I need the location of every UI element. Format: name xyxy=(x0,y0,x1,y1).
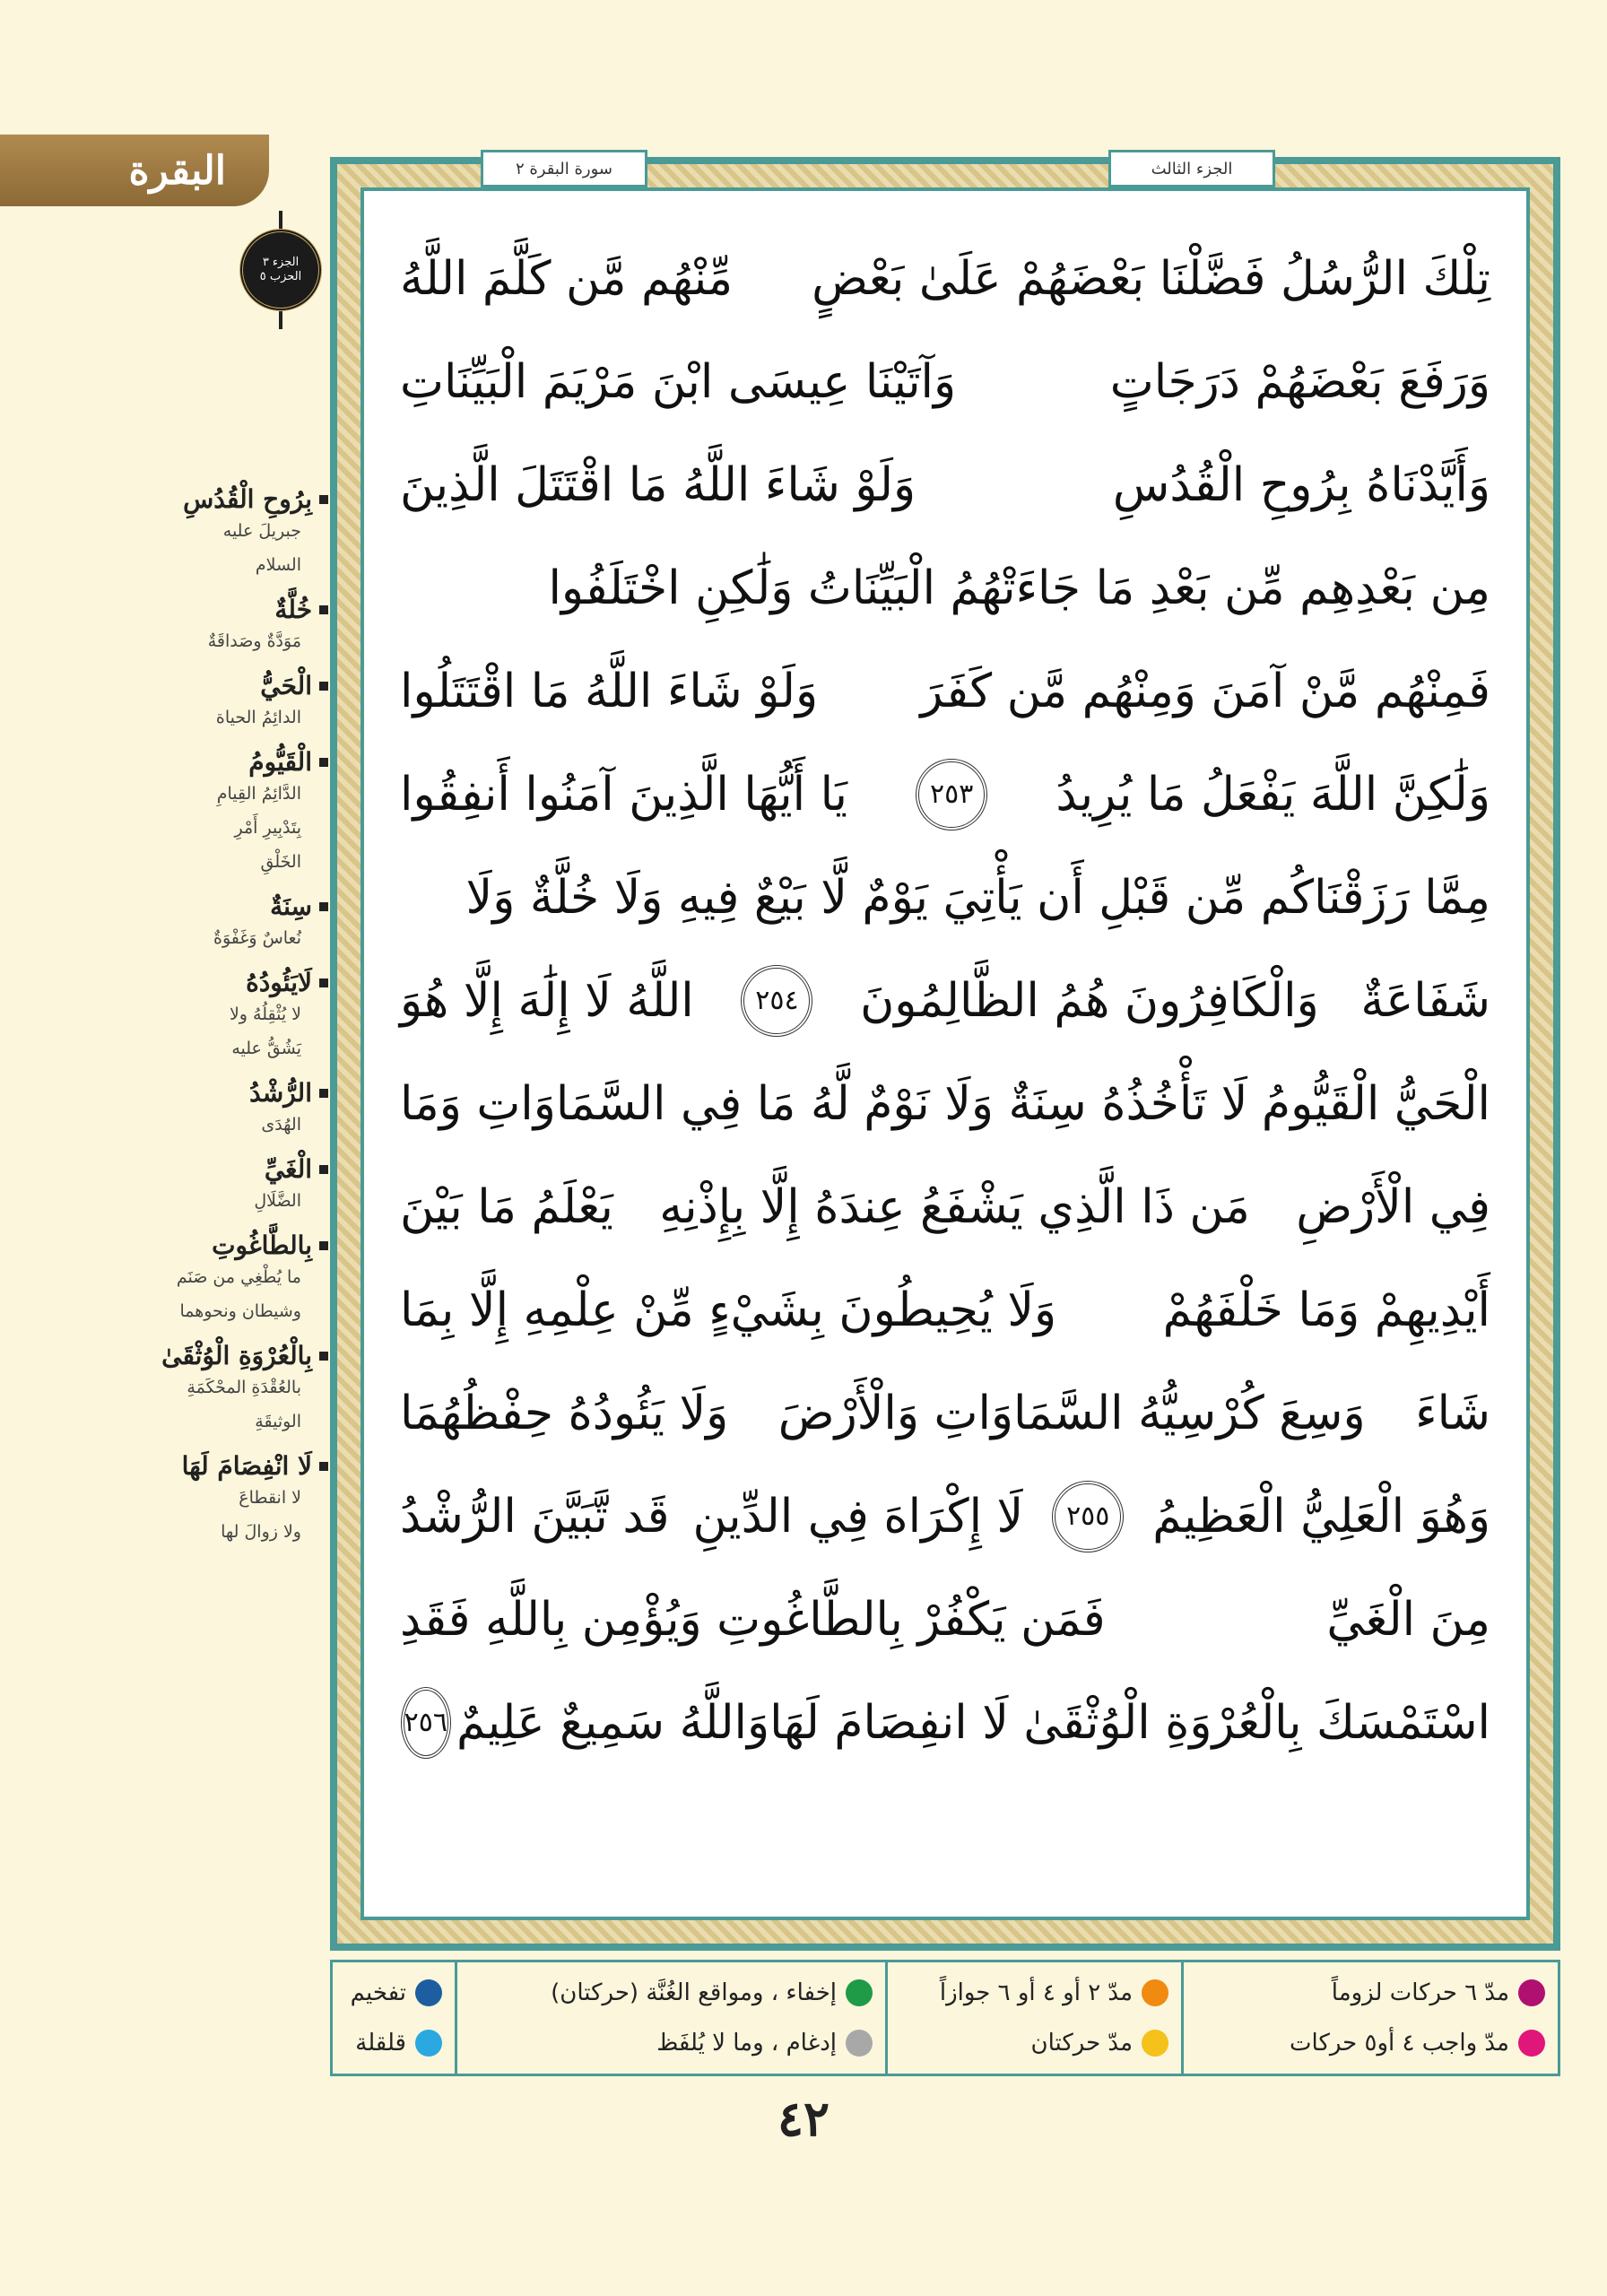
quran-line xyxy=(400,1052,1490,1155)
legend-label: مدّ حركتان xyxy=(1030,2030,1133,2057)
quran-text-segment: يَا أَيُّهَا الَّذِينَ آمَنُوا أَنفِقُوا xyxy=(400,767,847,822)
glossary-term-text: خُلَّةٌ xyxy=(274,595,312,624)
legend-label: تفخيم xyxy=(350,1979,406,2006)
quran-text-segment: اسْتَمْسَكَ بِالْعُرْوَةِ الْوُثْقَىٰ لَا انفِصَامَ لَهَا xyxy=(769,1695,1490,1750)
legend-entry xyxy=(345,1979,442,2006)
glossary-term xyxy=(126,891,328,921)
quran-text-segment: تِلْكَ الرُّسُلُ فَضَّلْنَا بَعْضَهُمْ عَلَىٰ بَعْضٍ xyxy=(812,251,1490,306)
glossary-definition: يَشُقُّ عليه xyxy=(231,1039,301,1058)
glossary-definition: الوثيقَةِ xyxy=(255,1412,301,1431)
glossary-term xyxy=(126,1341,328,1370)
glossary-term xyxy=(126,1154,328,1184)
glossary-definition: نُعاسٌ وَغَفْوَةٌ xyxy=(213,928,301,948)
glossary-term xyxy=(126,968,328,997)
glossary-term xyxy=(126,1451,328,1481)
quran-text-segment: وَلَا يُحِيطُونَ بِشَيْءٍ مِّنْ عِلْمِهِ إِلَّا بِمَا xyxy=(400,1283,1057,1337)
glossary-term xyxy=(126,1231,328,1260)
legend-col-madd-a xyxy=(1181,1962,1558,2074)
juz-hizb-circle xyxy=(239,229,322,311)
text-area xyxy=(360,187,1530,1920)
bullet-square-icon xyxy=(319,758,328,767)
quran-text-segment: مِمَّا رَزَقْنَاكُم مِّن قَبْلِ أَن يَأْتِيَ يَوْمٌ لَّا بَيْعٌ فِيهِ وَلَا خُلَّةٌ وَلَا xyxy=(465,870,1490,925)
juz-header: الجزء الثالث xyxy=(1108,150,1275,187)
quran-text-segment: وَهُوَ الْعَلِيُّ الْعَظِيمُ xyxy=(1152,1489,1490,1544)
glossary-term xyxy=(126,1078,328,1108)
quran-text-segment: مِّنْهُم مَّن كَلَّمَ اللَّهُ xyxy=(400,251,734,306)
quran-line xyxy=(400,1258,1490,1361)
quran-text-segment: وَأَيَّدْنَاهُ بِرُوحِ الْقُدُسِ xyxy=(1112,457,1490,512)
glossary-definition: مَوَدَّةٌ وصَداقَةٌ xyxy=(207,631,301,651)
glossary-definition: الدَّائِمُ القِيامِ xyxy=(216,784,301,804)
color-dot-icon xyxy=(1518,2030,1545,2057)
quran-lines xyxy=(400,227,1490,1774)
ayah-number-marker: ٢٥٦ xyxy=(401,1687,451,1759)
glossary-term-text: الْقَيُّومُ xyxy=(248,747,312,777)
glossary-item xyxy=(126,1341,328,1439)
glossary-term-text: بِالْعُرْوَةِ الْوُثْقَىٰ xyxy=(161,1341,312,1370)
quran-line xyxy=(400,639,1490,743)
glossary-definition: بالعُقْدَةِ المحْكَمَةِ xyxy=(187,1378,301,1397)
quran-text-segment: وَلَا يَئُودُهُ حِفْظُهُمَا xyxy=(400,1386,729,1440)
quran-text-segment: وَلَوْ شَاءَ اللَّهُ مَا اقْتَتَلُوا xyxy=(400,664,819,718)
bullet-square-icon xyxy=(319,978,328,987)
ayah-number-marker: ٢٥٤ xyxy=(741,965,812,1037)
quran-line xyxy=(400,330,1490,433)
glossary-item xyxy=(126,891,328,955)
quran-text-segment: لَا إِكْرَاهَ فِي الدِّينِ xyxy=(692,1489,1024,1544)
glossary-definition: لا انقطاعَ xyxy=(239,1488,301,1508)
legend-entry xyxy=(470,2030,873,2057)
glossary-definition: ولا زوالَ لها xyxy=(221,1522,301,1542)
medallion-spike-top xyxy=(279,211,282,229)
glossary-definition: الخَلْقِ xyxy=(260,852,301,872)
surah-header: سورة البقرة ٢ xyxy=(481,150,647,187)
bullet-square-icon xyxy=(319,1462,328,1471)
quran-line xyxy=(400,743,1490,846)
color-dot-icon xyxy=(1518,1979,1545,2006)
glossary-definition: ما يُطْغِي من صَنَم xyxy=(176,1267,301,1287)
glossary-item xyxy=(126,1231,328,1328)
quran-line xyxy=(400,1155,1490,1258)
quran-line xyxy=(400,1671,1490,1774)
glossary-term-text: الْحَيُّ xyxy=(260,671,312,700)
quran-text-segment: الْحَيُّ الْقَيُّومُ xyxy=(1261,1076,1490,1131)
quran-text-segment: وَاللَّهُ سَمِيعٌ عَلِيمٌ xyxy=(456,1695,770,1750)
juz-medallion xyxy=(240,211,321,363)
quran-line xyxy=(400,227,1490,330)
tajweed-legend xyxy=(330,1960,1560,2076)
ayah-number-marker: ٢٥٥ xyxy=(1052,1481,1124,1552)
bullet-square-icon xyxy=(319,1241,328,1250)
quran-line xyxy=(400,536,1490,639)
quran-text-segment: شَاءَ xyxy=(1415,1386,1490,1440)
legend-label: إخفاء ، ومواقع الغُنَّة (حركتان) xyxy=(551,1979,837,2006)
legend-entry xyxy=(470,1979,873,2006)
legend-label: إدغام ، وما لا يُلفَظ xyxy=(656,2030,837,2057)
glossary-definition: السلام xyxy=(255,555,301,575)
quran-text-segment: وَالْكَافِرُونَ هُمُ الظَّالِمُونَ xyxy=(860,973,1319,1028)
quran-text-segment: أَيْدِيهِمْ وَمَا خَلْفَهُمْ xyxy=(1162,1283,1490,1337)
color-dot-icon xyxy=(846,2030,873,2057)
quran-text-segment: مَن ذَا الَّذِي يَشْفَعُ عِندَهُ إِلَّا بِإِذْنِهِ xyxy=(659,1179,1250,1234)
quran-text-segment: شَفَاعَةٌ xyxy=(1360,973,1490,1028)
legend-label: قلقلة xyxy=(355,2030,406,2057)
glossary-definition: وشيطان ونحوهما xyxy=(179,1301,301,1321)
quran-line xyxy=(400,846,1490,949)
color-dot-icon xyxy=(1142,2030,1168,2057)
quran-text-segment: لَا تَأْخُذُهُ سِنَةٌ وَلَا نَوْمٌ xyxy=(864,1076,1248,1131)
glossary-term-text: بِرُوحِ الْقُدُسِ xyxy=(183,484,312,514)
quran-text-segment: وَلَوْ شَاءَ اللَّهُ مَا اقْتَتَلَ الَّذِينَ xyxy=(400,457,916,512)
glossary-term-text: الْغَيِّ xyxy=(264,1154,312,1184)
glossary-term xyxy=(126,595,328,624)
glossary-item xyxy=(126,595,328,658)
glossary-item xyxy=(126,484,328,582)
quran-text-segment: يَعْلَمُ مَا بَيْنَ xyxy=(400,1179,613,1234)
quran-text-segment: فِي الْأَرْضِ xyxy=(1296,1179,1490,1234)
color-dot-icon xyxy=(415,2030,442,2057)
legend-entry xyxy=(345,2030,442,2057)
hizb-label: الحزب ٥ xyxy=(259,270,302,283)
glossary-item xyxy=(126,1451,328,1549)
glossary-definition: الضَّلَالِ xyxy=(254,1191,301,1211)
bullet-square-icon xyxy=(319,495,328,504)
quran-line xyxy=(400,433,1490,536)
glossary-item xyxy=(126,671,328,735)
quran-line xyxy=(400,1361,1490,1465)
glossary-item xyxy=(126,1078,328,1142)
quran-text-segment: لَّهُ مَا فِي السَّمَاوَاتِ وَمَا xyxy=(400,1076,850,1131)
bullet-square-icon xyxy=(319,1352,328,1361)
glossary-item xyxy=(126,1154,328,1218)
glossary-term-text: لَايَئُودُهُ xyxy=(246,968,312,997)
quran-text-segment: فَمَن يَكْفُرْ بِالطَّاغُوتِ وَيُؤْمِن بِاللَّهِ فَقَدِ xyxy=(400,1592,1106,1647)
quran-text-segment: وَآتَيْنَا عِيسَى ابْنَ مَرْيَمَ الْبَيِّنَاتِ xyxy=(400,354,957,409)
quran-text-segment: فَمِنْهُم مَّنْ آمَنَ وَمِنْهُم مَّن كَفَرَ xyxy=(920,664,1490,718)
color-dot-icon xyxy=(415,1979,442,2006)
glossary-definition: جبريلَ عليه xyxy=(222,521,301,541)
quran-text-segment: وَلَٰكِنَّ اللَّهَ يَفْعَلُ مَا يُرِيدُ xyxy=(1055,767,1490,822)
legend-label: مدّ ٢ أو ٤ أو ٦ جوازاً xyxy=(939,1979,1133,2006)
glossary-item xyxy=(126,747,328,879)
glossary-term-text: لَا انْفِصَامَ لَهَا xyxy=(181,1451,312,1481)
color-dot-icon xyxy=(846,1979,873,2006)
quran-line xyxy=(400,949,1490,1052)
quran-text-segment: وَسِعَ كُرْسِيُّهُ السَّمَاوَاتِ وَالْأَرْضَ xyxy=(777,1386,1366,1440)
quran-text-segment: اللَّهُ لَا إِلَٰهَ إِلَّا هُوَ xyxy=(400,973,694,1028)
bullet-square-icon xyxy=(319,1089,328,1098)
glossary-definition: لا يُثْقِلُهُ ولا xyxy=(229,1004,301,1024)
bullet-square-icon xyxy=(319,682,328,691)
glossary-definition: الهُدَى xyxy=(261,1115,301,1135)
glossary-term xyxy=(126,747,328,777)
bullet-square-icon xyxy=(319,605,328,614)
glossary-term-text: بِالطَّاغُوتِ xyxy=(212,1231,312,1260)
medallion-spike-bottom xyxy=(279,311,282,329)
glossary-term-text: سِنَةٌ xyxy=(270,891,312,921)
ayah-number-marker: ٢٥٣ xyxy=(916,759,987,831)
glossary-item xyxy=(126,968,328,1065)
legend-col-madd-b xyxy=(885,1962,1181,2074)
margin-glossary xyxy=(126,484,328,1561)
quran-text-segment: وَرَفَعَ بَعْضَهُمْ دَرَجَاتٍ xyxy=(1109,354,1490,409)
legend-entry xyxy=(900,2030,1168,2057)
quran-text-segment: مِن بَعْدِهِم مِّن بَعْدِ مَا جَاءَتْهُمُ الْبَيِّنَاتُ وَلَٰكِنِ اخْتَلَفُوا xyxy=(548,561,1490,615)
glossary-term xyxy=(126,671,328,700)
surah-tab: البقرة xyxy=(0,135,269,206)
legend-entry xyxy=(900,1979,1168,2006)
juz-label: الجزء ٣ xyxy=(262,256,300,269)
legend-col-tafkhim xyxy=(333,1962,455,2074)
glossary-definition: بِتَدْبِيرِ أَمْرِ xyxy=(234,818,301,838)
quran-text-segment: مِنَ الْغَيِّ xyxy=(1326,1592,1490,1647)
glossary-term-text: الرُّشْدُ xyxy=(249,1078,312,1108)
page-number: ٤٢ xyxy=(777,2090,830,2147)
glossary-definition: الدائِمُ الحياة xyxy=(215,708,301,727)
bullet-square-icon xyxy=(319,902,328,911)
glossary-term xyxy=(126,484,328,514)
quran-line xyxy=(400,1568,1490,1671)
legend-col-ikhfa xyxy=(455,1962,885,2074)
page-frame xyxy=(330,157,1560,1951)
legend-label: مدّ واجب ٤ أو٥ حركات xyxy=(1290,2030,1509,2057)
quran-text-segment: قَد تَّبَيَّنَ الرُّشْدُ xyxy=(400,1489,670,1544)
bullet-square-icon xyxy=(319,1165,328,1174)
quran-line xyxy=(400,1465,1490,1568)
legend-entry xyxy=(1196,1979,1545,2006)
legend-entry xyxy=(1196,2030,1545,2057)
legend-label: مدّ ٦ حركات لزوماً xyxy=(1331,1979,1509,2006)
color-dot-icon xyxy=(1142,1979,1168,2006)
